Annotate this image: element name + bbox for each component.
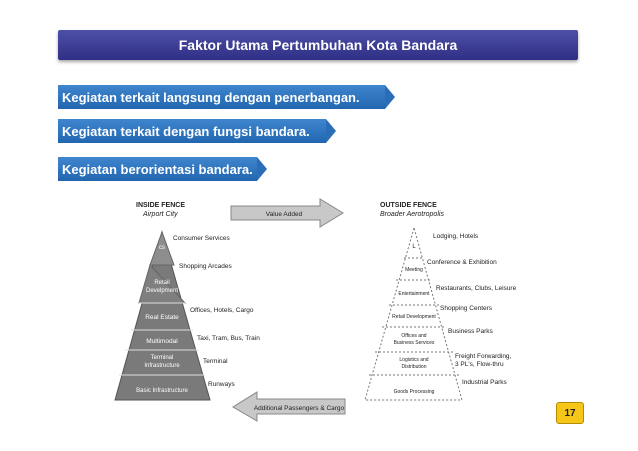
label-terminal: Terminal [203,358,228,365]
level-retail: Retail [154,280,170,286]
label-lodging: Lodging, Hotels [433,233,479,240]
tag-airport-function: Kegiatan terkait dengan fungsi bandara. [58,119,326,143]
label-taxi-tram: Taxi, Tram, Bus, Train [197,335,260,342]
out-level-logistics-2: Distribution [401,364,427,370]
level-real-estate: Real Estate [145,314,179,321]
inside-subheading: Airport City [143,211,178,218]
level-basic-infra: Basic Infrastructure [136,388,188,394]
passengers-cargo-label: Additional Passengers & Cargo [253,405,345,412]
label-restaurants: Restaurants, Clubs, Leisure [436,285,517,292]
level-multimodal: Multimodal [146,338,178,345]
tag-aviation-related: Kegiatan terkait langsung dengan penerbangan. [58,85,385,109]
label-freight: Freight Forwarding, [455,353,512,360]
slide-title: Faktor Utama Pertumbuhan Kota Bandara [58,30,578,60]
out-level-goods: Goods Processing [393,389,435,395]
label-runways: Runways [208,381,235,388]
level-retail-2: Develpment [145,288,179,294]
value-added-label: Value Added [265,211,303,218]
out-level-logistics: Logistics and [399,357,429,363]
out-level-offices-2: Business Services [393,340,435,346]
label-conference: Conference & Exhibition [427,259,497,266]
label-offices-hotels: Offices, Hotels, Cargo [190,307,254,314]
label-3pl: 3 PL's, Flow-thru [455,361,504,368]
label-consumer-services: Consumer Services [173,235,230,242]
label-industrial-parks: Industrial Parks [462,379,507,386]
out-level-entertainment: Entertainment [398,291,430,297]
level-terminal: Terminal [150,355,174,361]
outside-subheading: Broader Aerotropolis [380,211,444,218]
out-level-retail: Retail Development [392,314,436,320]
inside-heading: INSIDE FENCE [136,202,186,209]
level-terminal-2: Infrastructure [144,363,180,369]
label-shopping-arcades: Shopping Arcades [179,263,232,270]
label-shopping-centers: Shopping Centers [440,305,493,312]
out-level-meeting: Meeting [405,267,423,273]
out-level-l: L [412,244,416,250]
level-cs: cs [159,245,165,251]
out-level-offices: Offices and [401,333,427,339]
tag-airport-oriented: Kegiatan berorientasi bandara. [58,157,257,181]
outside-heading: OUTSIDE FENCE [380,202,437,209]
page-number-badge: 17 [556,402,584,424]
label-business-parks: Business Parks [448,328,493,335]
